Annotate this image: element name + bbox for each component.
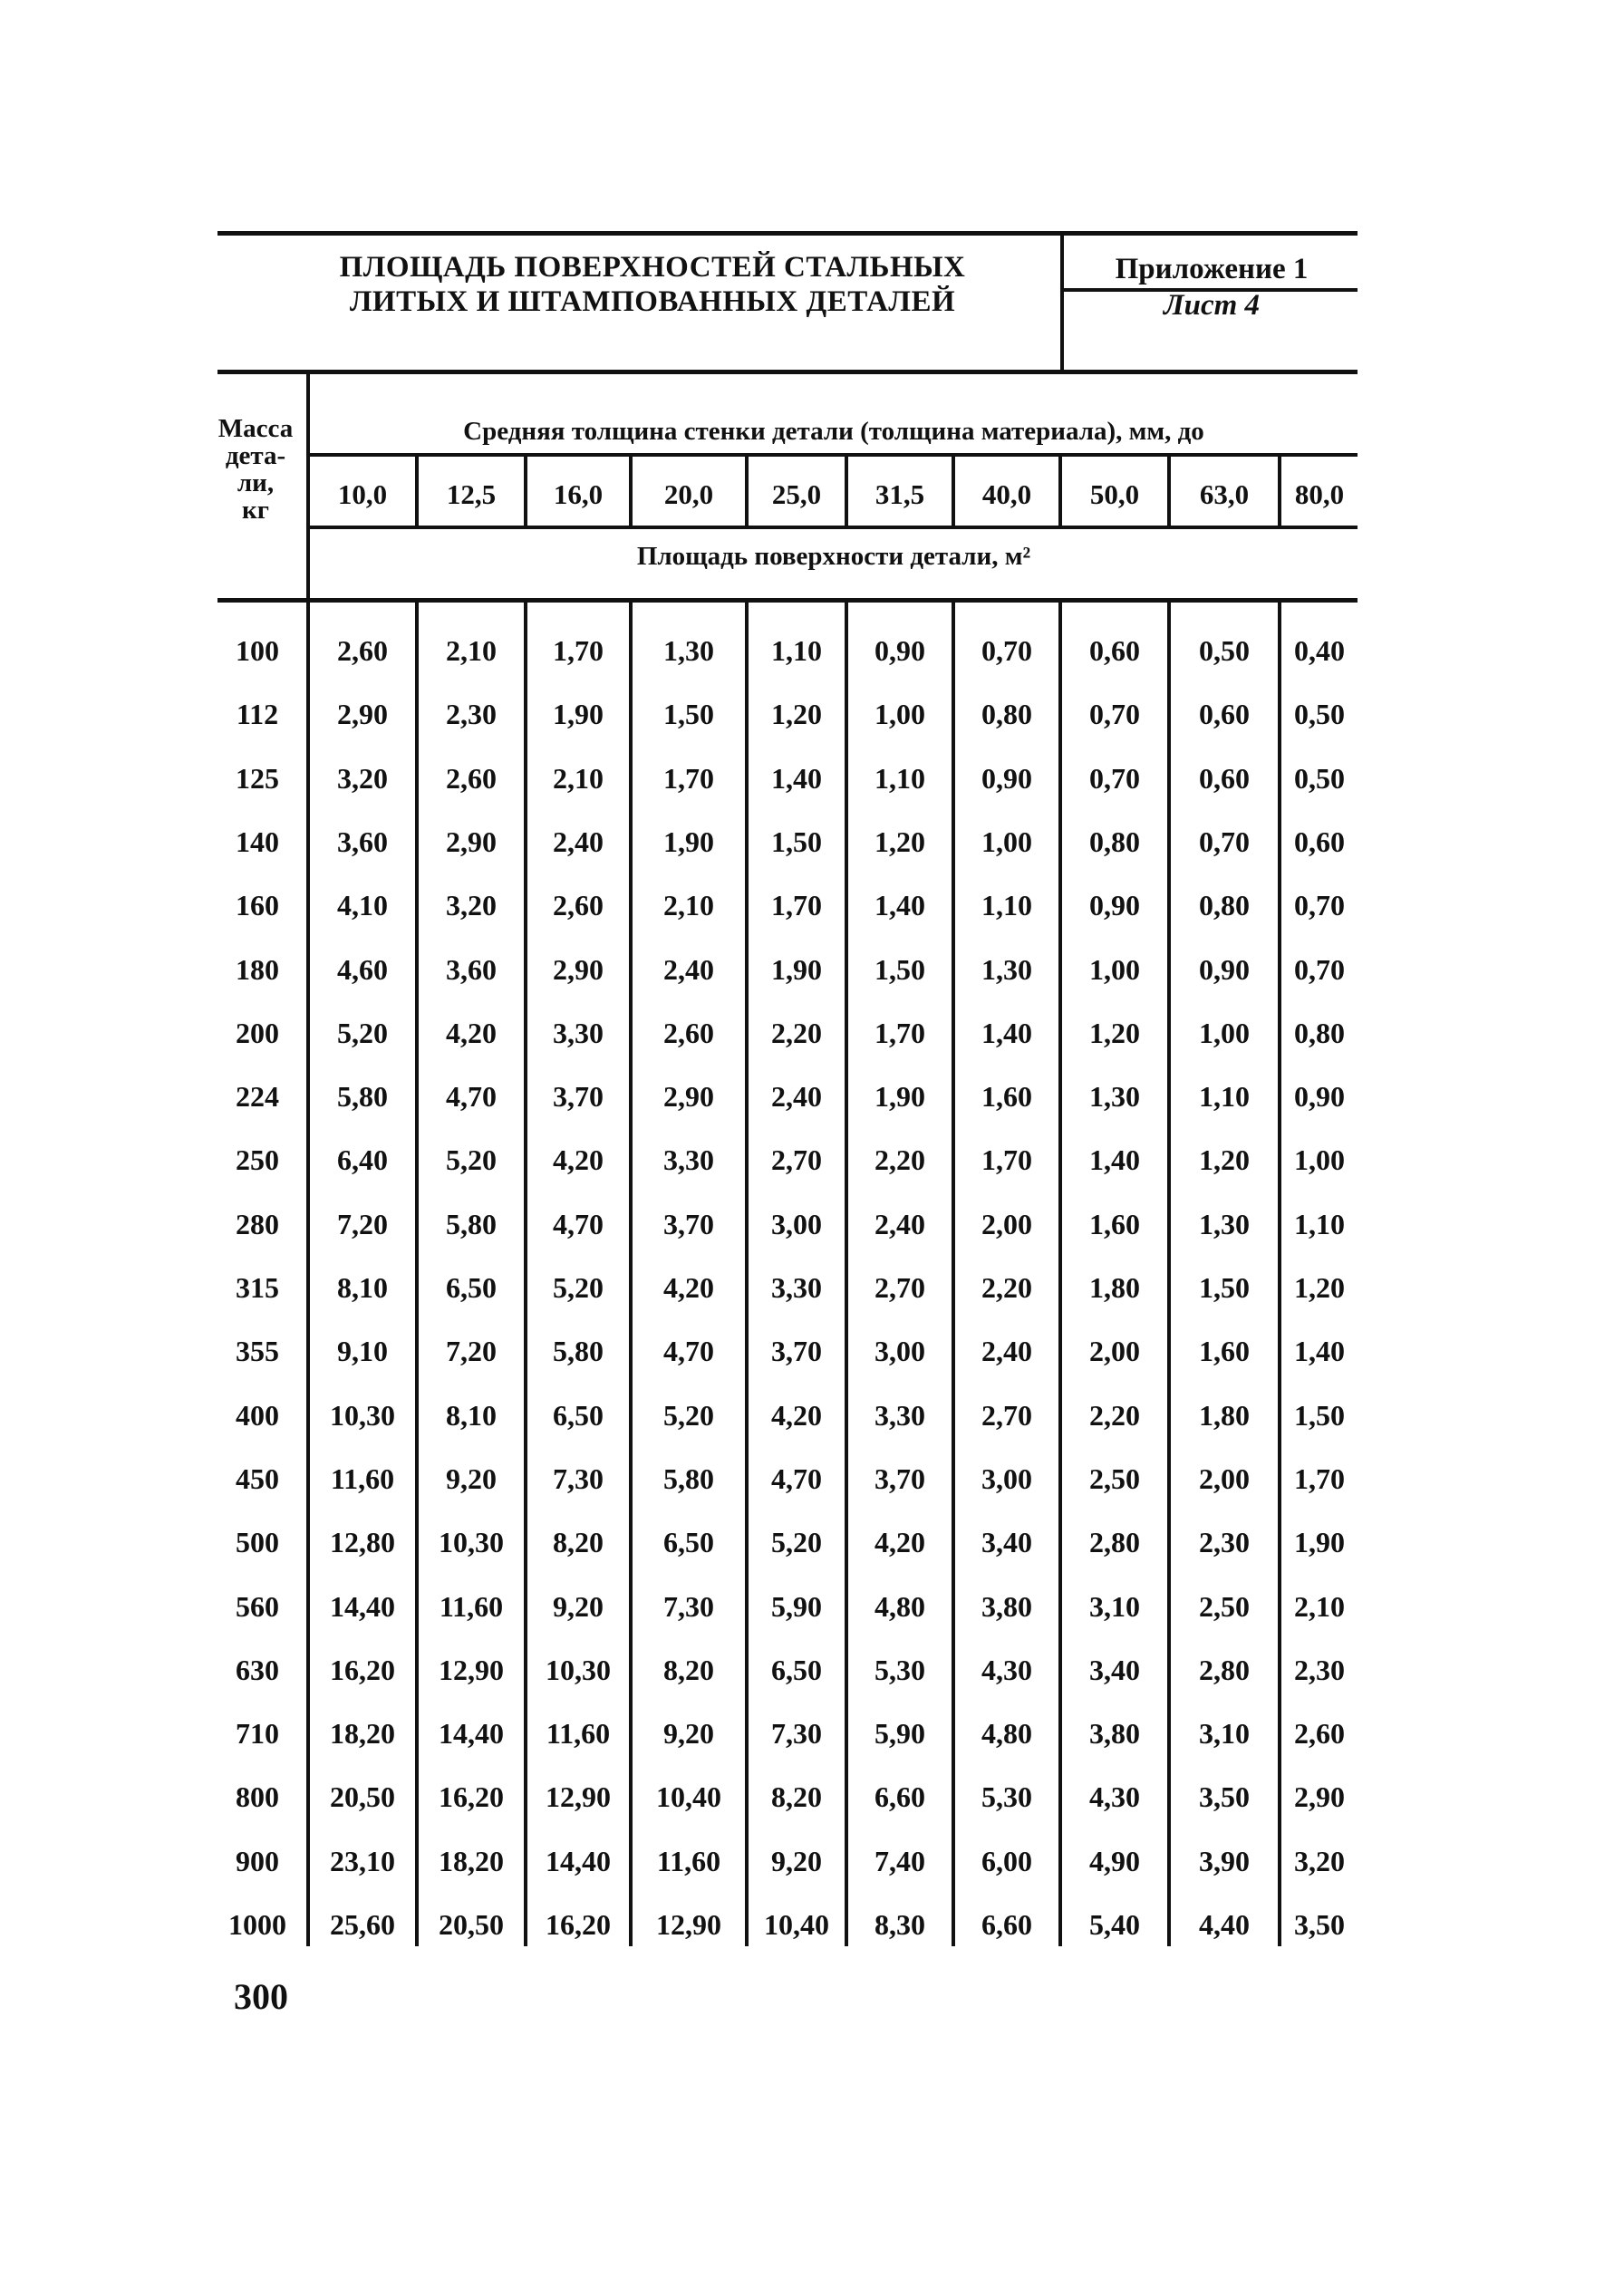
mass-value: 180 bbox=[236, 952, 279, 986]
area-value: 2,50 bbox=[1089, 1462, 1140, 1495]
area-value: 5,30 bbox=[874, 1653, 925, 1686]
mass-value: 400 bbox=[236, 1398, 279, 1432]
area-value: 6,50 bbox=[446, 1271, 497, 1304]
thickness-column-header: 20,0 bbox=[663, 478, 714, 510]
area-value: 1,70 bbox=[874, 1016, 925, 1049]
area-value: 2,90 bbox=[337, 698, 388, 731]
area-value: 1,30 bbox=[981, 952, 1032, 986]
column-divider bbox=[952, 603, 955, 1946]
area-value: 3,20 bbox=[446, 889, 497, 922]
mass-value: 250 bbox=[236, 1143, 279, 1177]
area-value: 2,60 bbox=[663, 1016, 714, 1049]
mass-value: 355 bbox=[236, 1335, 279, 1368]
area-value: 2,40 bbox=[874, 1207, 925, 1240]
mass-value: 140 bbox=[236, 825, 279, 858]
table-rule bbox=[308, 526, 1358, 529]
area-value: 0,50 bbox=[1294, 698, 1345, 731]
area-value: 2,00 bbox=[1089, 1335, 1140, 1368]
column-divider bbox=[845, 603, 848, 1946]
area-value: 8,20 bbox=[553, 1526, 604, 1559]
area-value: 11,60 bbox=[546, 1717, 611, 1751]
area-value: 10,40 bbox=[656, 1780, 721, 1814]
area-value: 6,50 bbox=[553, 1398, 604, 1432]
area-value: 6,00 bbox=[981, 1844, 1032, 1877]
area-value: 5,80 bbox=[337, 1080, 388, 1114]
table-rule bbox=[217, 598, 1358, 603]
area-value: 1,20 bbox=[874, 825, 925, 858]
area-header: Площадь поверхности детали, м² bbox=[636, 542, 1031, 571]
area-value: 8,10 bbox=[337, 1271, 388, 1304]
area-value: 1,20 bbox=[1089, 1016, 1140, 1049]
area-value: 4,70 bbox=[553, 1207, 604, 1240]
area-value: 3,80 bbox=[981, 1589, 1032, 1623]
area-value: 1,60 bbox=[1199, 1335, 1250, 1368]
area-value: 3,90 bbox=[1199, 1844, 1250, 1877]
thickness-column-header: 25,0 bbox=[771, 478, 822, 510]
area-value: 8,30 bbox=[874, 1908, 925, 1941]
area-value: 3,60 bbox=[446, 952, 497, 986]
mass-value: 224 bbox=[236, 1080, 279, 1114]
area-value: 1,00 bbox=[1199, 1016, 1250, 1049]
area-value: 2,10 bbox=[446, 634, 497, 667]
area-value: 9,20 bbox=[771, 1844, 822, 1877]
area-value: 7,20 bbox=[446, 1335, 497, 1368]
column-divider bbox=[745, 457, 749, 526]
area-value: 3,30 bbox=[771, 1271, 822, 1304]
area-value: 2,40 bbox=[663, 952, 714, 986]
area-value: 4,40 bbox=[1199, 1908, 1250, 1941]
area-value: 5,90 bbox=[874, 1717, 925, 1751]
mass-value: 630 bbox=[236, 1653, 279, 1686]
thickness-column-header: 10,0 bbox=[337, 478, 388, 510]
column-divider bbox=[306, 603, 310, 1946]
column-divider bbox=[524, 457, 527, 526]
column-divider bbox=[1278, 603, 1281, 1946]
thickness-column-header: 16,0 bbox=[553, 478, 604, 510]
area-value: 0,70 bbox=[1294, 889, 1345, 922]
area-value: 3,70 bbox=[553, 1080, 604, 1114]
area-value: 2,60 bbox=[553, 889, 604, 922]
area-value: 2,80 bbox=[1089, 1526, 1140, 1559]
mass-value: 450 bbox=[236, 1462, 279, 1495]
area-value: 0,70 bbox=[981, 634, 1032, 667]
area-value: 3,40 bbox=[1089, 1653, 1140, 1686]
area-value: 1,30 bbox=[663, 634, 714, 667]
area-value: 7,30 bbox=[553, 1462, 604, 1495]
area-value: 18,20 bbox=[439, 1844, 504, 1877]
thickness-column-header: 12,5 bbox=[446, 478, 497, 510]
area-value: 1,30 bbox=[1199, 1207, 1250, 1240]
area-value: 10,40 bbox=[764, 1908, 829, 1941]
area-value: 2,70 bbox=[771, 1143, 822, 1177]
area-value: 1,00 bbox=[874, 698, 925, 731]
area-value: 1,90 bbox=[1294, 1526, 1345, 1559]
area-value: 4,30 bbox=[981, 1653, 1032, 1686]
area-value: 0,60 bbox=[1199, 698, 1250, 731]
area-value: 3,70 bbox=[663, 1207, 714, 1240]
area-value: 1,50 bbox=[771, 825, 822, 858]
area-value: 1,70 bbox=[981, 1143, 1032, 1177]
area-value: 11,60 bbox=[656, 1844, 721, 1877]
area-value: 1,70 bbox=[553, 634, 604, 667]
area-value: 2,20 bbox=[771, 1016, 822, 1049]
area-value: 11,60 bbox=[330, 1462, 395, 1495]
area-value: 2,90 bbox=[446, 825, 497, 858]
area-value: 0,90 bbox=[981, 761, 1032, 795]
area-value: 2,50 bbox=[1199, 1589, 1250, 1623]
mass-header-line: дета- bbox=[225, 441, 286, 470]
area-value: 2,20 bbox=[981, 1271, 1032, 1304]
area-value: 1,80 bbox=[1089, 1271, 1140, 1304]
area-value: 0,70 bbox=[1199, 825, 1250, 858]
area-value: 3,00 bbox=[874, 1335, 925, 1368]
area-value: 0,80 bbox=[1294, 1016, 1345, 1049]
area-value: 4,20 bbox=[553, 1143, 604, 1177]
area-value: 2,70 bbox=[981, 1398, 1032, 1432]
area-value: 18,20 bbox=[330, 1717, 395, 1751]
area-value: 12,90 bbox=[656, 1908, 721, 1941]
area-value: 2,30 bbox=[446, 698, 497, 731]
mass-header-line: ли, bbox=[237, 468, 275, 497]
area-value: 2,40 bbox=[771, 1080, 822, 1114]
area-value: 8,20 bbox=[771, 1780, 822, 1814]
area-value: 6,40 bbox=[337, 1143, 388, 1177]
area-value: 3,20 bbox=[337, 761, 388, 795]
area-value: 20,50 bbox=[330, 1780, 395, 1814]
area-value: 0,60 bbox=[1199, 761, 1250, 795]
area-value: 6,50 bbox=[771, 1653, 822, 1686]
area-value: 3,70 bbox=[874, 1462, 925, 1495]
column-divider bbox=[1058, 457, 1062, 526]
area-value: 2,00 bbox=[1199, 1462, 1250, 1495]
column-divider bbox=[1058, 603, 1062, 1946]
area-value: 1,40 bbox=[981, 1016, 1032, 1049]
area-value: 2,40 bbox=[553, 825, 604, 858]
area-value: 1,40 bbox=[874, 889, 925, 922]
area-value: 1,50 bbox=[1294, 1398, 1345, 1432]
area-value: 0,40 bbox=[1294, 634, 1345, 667]
area-value: 3,00 bbox=[981, 1462, 1032, 1495]
mass-header-line: Масса bbox=[217, 414, 294, 443]
thickness-column-header: 40,0 bbox=[981, 478, 1032, 510]
area-value: 1,20 bbox=[1199, 1143, 1250, 1177]
area-value: 3,20 bbox=[1294, 1844, 1345, 1877]
area-value: 1,10 bbox=[771, 634, 822, 667]
area-value: 9,10 bbox=[337, 1335, 388, 1368]
area-value: 4,90 bbox=[1089, 1844, 1140, 1877]
mass-value: 800 bbox=[236, 1780, 279, 1814]
sheet-label: Лист 4 bbox=[1163, 289, 1261, 322]
area-value: 9,20 bbox=[446, 1462, 497, 1495]
area-value: 1,10 bbox=[1199, 1080, 1250, 1114]
area-value: 5,20 bbox=[337, 1016, 388, 1049]
mass-value: 125 bbox=[236, 761, 279, 795]
area-value: 0,80 bbox=[981, 698, 1032, 731]
page-number: 300 bbox=[234, 1976, 288, 2017]
area-value: 0,90 bbox=[1294, 1080, 1345, 1114]
area-value: 3,50 bbox=[1199, 1780, 1250, 1814]
area-value: 1,90 bbox=[553, 698, 604, 731]
area-value: 1,20 bbox=[1294, 1271, 1345, 1304]
area-value: 7,30 bbox=[771, 1717, 822, 1751]
area-value: 0,50 bbox=[1294, 761, 1345, 795]
area-value: 10,30 bbox=[439, 1526, 504, 1559]
area-value: 6,60 bbox=[874, 1780, 925, 1814]
area-value: 16,20 bbox=[546, 1908, 611, 1941]
mass-value: 315 bbox=[236, 1271, 279, 1304]
appendix-label: Приложение 1 bbox=[1115, 253, 1309, 285]
area-value: 1,10 bbox=[981, 889, 1032, 922]
mass-value: 160 bbox=[236, 889, 279, 922]
area-value: 5,80 bbox=[553, 1335, 604, 1368]
area-value: 2,90 bbox=[553, 952, 604, 986]
thickness-column-header: 80,0 bbox=[1294, 478, 1345, 510]
area-value: 0,70 bbox=[1294, 952, 1345, 986]
area-value: 2,70 bbox=[874, 1271, 925, 1304]
area-value: 5,80 bbox=[663, 1462, 714, 1495]
area-value: 0,90 bbox=[1199, 952, 1250, 986]
area-value: 3,10 bbox=[1199, 1717, 1250, 1751]
area-value: 4,20 bbox=[771, 1398, 822, 1432]
area-value: 3,40 bbox=[981, 1526, 1032, 1559]
area-value: 2,10 bbox=[1294, 1589, 1345, 1623]
header-top-rule bbox=[217, 231, 1358, 236]
column-divider bbox=[745, 603, 749, 1946]
mass-value: 112 bbox=[236, 698, 279, 731]
area-value: 3,30 bbox=[874, 1398, 925, 1432]
mass-value: 280 bbox=[236, 1207, 279, 1240]
area-value: 1,10 bbox=[1294, 1207, 1345, 1240]
area-value: 10,30 bbox=[546, 1653, 611, 1686]
area-value: 4,70 bbox=[446, 1080, 497, 1114]
area-value: 14,40 bbox=[330, 1589, 395, 1623]
area-value: 3,60 bbox=[337, 825, 388, 858]
area-value: 25,60 bbox=[330, 1908, 395, 1941]
area-value: 2,30 bbox=[1199, 1526, 1250, 1559]
page-title bbox=[254, 250, 1051, 319]
area-value: 7,30 bbox=[663, 1589, 714, 1623]
area-value: 0,80 bbox=[1199, 889, 1250, 922]
area-value: 8,20 bbox=[663, 1653, 714, 1686]
area-value: 0,70 bbox=[1089, 761, 1140, 795]
area-value: 2,10 bbox=[663, 889, 714, 922]
area-value: 2,20 bbox=[874, 1143, 925, 1177]
area-value: 1,70 bbox=[1294, 1462, 1345, 1495]
area-value: 2,30 bbox=[1294, 1653, 1345, 1686]
area-value: 10,30 bbox=[330, 1398, 395, 1432]
title-line-2: ЛИТЫХ И ШТАМПОВАННЫХ ДЕТАЛЕЙ bbox=[349, 285, 956, 318]
area-value: 3,30 bbox=[553, 1016, 604, 1049]
area-value: 2,10 bbox=[553, 761, 604, 795]
area-value: 1,90 bbox=[663, 825, 714, 858]
area-value: 0,60 bbox=[1089, 634, 1140, 667]
area-value: 1,90 bbox=[874, 1080, 925, 1114]
area-value: 4,20 bbox=[663, 1271, 714, 1304]
area-value: 0,70 bbox=[1089, 698, 1140, 731]
area-value: 1,60 bbox=[981, 1080, 1032, 1114]
area-value: 2,40 bbox=[981, 1335, 1032, 1368]
area-value: 3,30 bbox=[663, 1143, 714, 1177]
header-divider bbox=[1060, 233, 1064, 371]
mass-column-header bbox=[210, 415, 301, 524]
table-rule bbox=[308, 453, 1358, 457]
area-value: 2,60 bbox=[446, 761, 497, 795]
mass-value: 500 bbox=[236, 1526, 279, 1559]
area-value: 2,90 bbox=[663, 1080, 714, 1114]
area-value: 4,80 bbox=[981, 1717, 1032, 1751]
area-value: 6,60 bbox=[981, 1908, 1032, 1941]
area-value: 7,20 bbox=[337, 1207, 388, 1240]
area-value: 2,00 bbox=[981, 1207, 1032, 1240]
area-value: 11,60 bbox=[439, 1589, 504, 1623]
area-value: 4,20 bbox=[874, 1526, 925, 1559]
column-divider bbox=[1167, 457, 1171, 526]
area-value: 4,10 bbox=[337, 889, 388, 922]
area-value: 5,30 bbox=[981, 1780, 1032, 1814]
area-value: 9,20 bbox=[663, 1717, 714, 1751]
area-value: 3,80 bbox=[1089, 1717, 1140, 1751]
area-value: 1,30 bbox=[1089, 1080, 1140, 1114]
area-value: 23,10 bbox=[330, 1844, 395, 1877]
column-divider bbox=[415, 457, 419, 526]
area-value: 1,50 bbox=[1199, 1271, 1250, 1304]
mass-value: 560 bbox=[236, 1589, 279, 1623]
thickness-column-header: 50,0 bbox=[1089, 478, 1140, 510]
area-value: 12,80 bbox=[330, 1526, 395, 1559]
area-value: 20,50 bbox=[439, 1908, 504, 1941]
area-value: 2,60 bbox=[337, 634, 388, 667]
area-value: 5,80 bbox=[446, 1207, 497, 1240]
column-divider bbox=[1278, 457, 1281, 526]
column-divider bbox=[524, 603, 527, 1946]
area-value: 2,20 bbox=[1089, 1398, 1140, 1432]
area-value: 6,50 bbox=[663, 1526, 714, 1559]
area-value: 5,20 bbox=[663, 1398, 714, 1432]
area-value: 1,60 bbox=[1089, 1207, 1140, 1240]
area-value: 3,00 bbox=[771, 1207, 822, 1240]
column-divider bbox=[629, 457, 633, 526]
area-value: 1,00 bbox=[1089, 952, 1140, 986]
mass-value: 1000 bbox=[228, 1908, 286, 1941]
thickness-column-header: 31,5 bbox=[874, 478, 925, 510]
area-value: 1,10 bbox=[874, 761, 925, 795]
area-value: 3,10 bbox=[1089, 1589, 1140, 1623]
area-value: 2,60 bbox=[1294, 1717, 1345, 1751]
area-value: 2,80 bbox=[1199, 1653, 1250, 1686]
area-value: 14,40 bbox=[546, 1844, 611, 1877]
area-value: 4,60 bbox=[337, 952, 388, 986]
area-value: 4,70 bbox=[663, 1335, 714, 1368]
area-value: 4,80 bbox=[874, 1589, 925, 1623]
area-value: 1,70 bbox=[663, 761, 714, 795]
area-value: 2,90 bbox=[1294, 1780, 1345, 1814]
area-value: 16,20 bbox=[439, 1780, 504, 1814]
area-value: 0,90 bbox=[1089, 889, 1140, 922]
area-value: 5,40 bbox=[1089, 1908, 1140, 1941]
area-value: 12,90 bbox=[439, 1653, 504, 1686]
area-value: 16,20 bbox=[330, 1653, 395, 1686]
area-value: 0,60 bbox=[1294, 825, 1345, 858]
area-value: 1,00 bbox=[981, 825, 1032, 858]
area-value: 1,40 bbox=[771, 761, 822, 795]
column-divider bbox=[1167, 603, 1171, 1946]
area-value: 5,20 bbox=[553, 1271, 604, 1304]
area-value: 1,90 bbox=[771, 952, 822, 986]
area-value: 5,20 bbox=[771, 1526, 822, 1559]
thickness-column-header: 63,0 bbox=[1199, 478, 1250, 510]
area-value: 1,20 bbox=[771, 698, 822, 731]
thickness-header: Средняя толщина стенки детали (толщина материала), мм, до bbox=[463, 417, 1204, 446]
area-value: 7,40 bbox=[874, 1844, 925, 1877]
mass-value: 100 bbox=[236, 634, 279, 667]
area-value: 8,10 bbox=[446, 1398, 497, 1432]
area-value: 1,80 bbox=[1199, 1398, 1250, 1432]
area-value: 9,20 bbox=[553, 1589, 604, 1623]
area-value: 1,40 bbox=[1089, 1143, 1140, 1177]
mass-header-line: кг bbox=[242, 496, 269, 525]
area-value: 1,40 bbox=[1294, 1335, 1345, 1368]
title-line-1: ПЛОЩАДЬ ПОВЕРХНОСТЕЙ СТАЛЬНЫХ bbox=[339, 251, 966, 284]
mass-value: 710 bbox=[236, 1717, 279, 1751]
column-divider bbox=[952, 457, 955, 526]
column-divider bbox=[415, 603, 419, 1946]
area-value: 4,70 bbox=[771, 1462, 822, 1495]
mass-value: 200 bbox=[236, 1016, 279, 1049]
header-bottom-rule bbox=[217, 370, 1358, 374]
area-value: 1,50 bbox=[663, 698, 714, 731]
mass-value: 900 bbox=[236, 1844, 279, 1877]
area-value: 3,50 bbox=[1294, 1908, 1345, 1941]
area-value: 5,20 bbox=[446, 1143, 497, 1177]
area-value: 1,50 bbox=[874, 952, 925, 986]
area-value: 0,50 bbox=[1199, 634, 1250, 667]
column-divider bbox=[629, 603, 633, 1946]
area-value: 0,90 bbox=[874, 634, 925, 667]
area-value: 14,40 bbox=[439, 1717, 504, 1751]
area-value: 3,70 bbox=[771, 1335, 822, 1368]
area-value: 12,90 bbox=[546, 1780, 611, 1814]
area-value: 5,90 bbox=[771, 1589, 822, 1623]
area-value: 4,30 bbox=[1089, 1780, 1140, 1814]
area-value: 4,20 bbox=[446, 1016, 497, 1049]
area-value: 1,70 bbox=[771, 889, 822, 922]
area-value: 0,80 bbox=[1089, 825, 1140, 858]
area-value: 1,00 bbox=[1294, 1143, 1345, 1177]
column-divider bbox=[845, 457, 848, 526]
